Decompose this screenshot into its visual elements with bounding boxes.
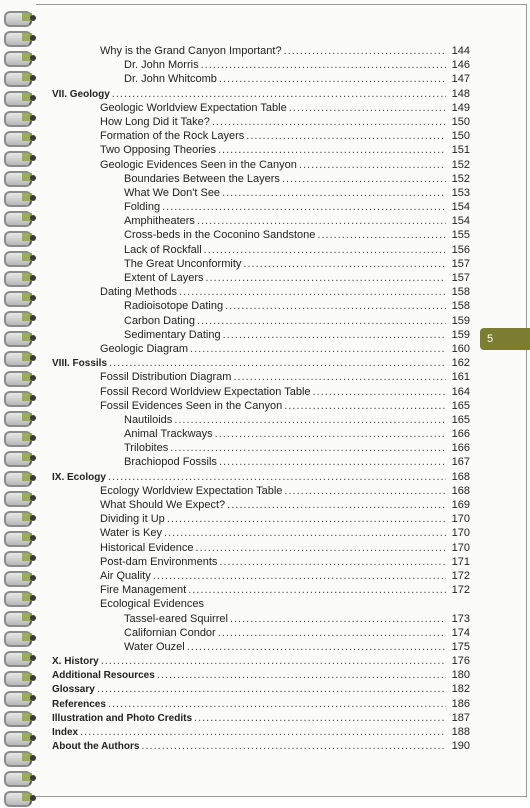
toc-entry-page: 188 [451, 726, 470, 738]
toc-entry [52, 512, 470, 526]
toc-leader-dots [282, 172, 446, 186]
binding-coil [4, 388, 38, 408]
toc-entry [52, 356, 470, 370]
toc-entry [52, 399, 470, 413]
toc-entry-page: 174 [451, 626, 470, 639]
toc-entry [52, 228, 470, 242]
toc-leader-dots [284, 484, 446, 498]
toc-entry-title: Two Opposing Theories [100, 144, 216, 157]
toc-entry-title: Animal Trackways [124, 428, 213, 441]
toc-entry-title: Sedimentary Dating [124, 328, 221, 341]
toc-entry [52, 44, 470, 58]
toc-entry-page: 156 [451, 243, 470, 256]
toc-entry-title: Dr. John Whitcomb [124, 73, 217, 86]
toc-leader-dots [219, 72, 446, 86]
toc-entry [52, 498, 470, 512]
toc-entry-title: VII. Geology [52, 88, 110, 100]
toc-leader-dots [218, 143, 446, 157]
toc-entry-page: 154 [451, 215, 470, 228]
toc-leader-dots [108, 470, 446, 484]
toc-entry-page: 159 [451, 328, 470, 341]
toc-entry-page: 173 [451, 612, 470, 625]
binding-coil [4, 48, 38, 68]
toc-leader-dots [219, 455, 446, 469]
toc-entry-page: 158 [451, 286, 470, 299]
toc-entry [52, 101, 470, 115]
toc-leader-dots [197, 314, 446, 328]
binding-coil [4, 168, 38, 188]
toc-entry-page: 176 [451, 655, 470, 668]
toc-entry-page: 165 [451, 413, 470, 426]
toc-entry-page: 149 [451, 101, 470, 114]
toc-leader-dots [174, 413, 446, 427]
toc-entry-page: 161 [451, 371, 470, 384]
toc-leader-dots [109, 356, 446, 370]
toc-entry [52, 257, 470, 271]
toc-leader-dots [187, 640, 446, 654]
binding-coil [4, 688, 38, 708]
binding-coil [4, 228, 38, 248]
toc-entry [52, 427, 470, 441]
binding-coil [4, 708, 38, 728]
toc-entry-title: Additional Resources [52, 670, 155, 682]
toc-entry [52, 172, 470, 186]
toc-entry [52, 626, 470, 640]
toc-entry [52, 668, 470, 682]
toc-entry-page: 152 [451, 172, 470, 185]
toc-entry [52, 115, 470, 129]
toc-entry-title: Nautiloids [124, 413, 173, 426]
toc-leader-dots [243, 257, 446, 271]
binding-coil [4, 728, 38, 748]
toc-leader-dots [97, 682, 446, 696]
toc-entry [52, 143, 470, 157]
toc-entry-title: Boundaries Between the Layers [124, 172, 280, 185]
binding-coil [4, 668, 38, 688]
toc-leader-dots [223, 328, 446, 342]
toc-entry [52, 328, 470, 342]
toc-leader-dots [162, 200, 446, 214]
toc-entry [52, 314, 470, 328]
binding-coil [4, 788, 38, 808]
toc-entry [52, 385, 470, 399]
binding-coil [4, 108, 38, 128]
toc-leader-dots [225, 299, 446, 313]
toc-entry-title: Water is Key [100, 527, 162, 540]
binding-coil [4, 268, 38, 288]
toc-leader-dots [170, 441, 446, 455]
toc-entry [52, 129, 470, 143]
toc-entry-page: 180 [451, 669, 470, 682]
toc-entry-title: How Long Did it Take? [100, 115, 210, 128]
toc-entry [52, 725, 470, 739]
toc-entry-page: 166 [451, 442, 470, 455]
toc-entry-page: 186 [451, 697, 470, 710]
toc-entry-page: 168 [451, 470, 470, 483]
toc-leader-dots [101, 654, 446, 668]
binding-coil [4, 448, 38, 468]
toc-entry-title: Dating Methods [100, 286, 178, 299]
binding-coil [4, 748, 38, 768]
toc-entry-page: 187 [451, 711, 470, 724]
toc-leader-dots [227, 498, 446, 512]
toc-entry [52, 72, 470, 86]
toc-entry-title: Amphitheaters [124, 215, 195, 228]
toc-entry-page: 150 [451, 130, 470, 143]
toc-entry-title: Post-dam Environments [100, 555, 218, 568]
toc-entry-title: Geologic Evidences Seen in the Canyon [100, 158, 297, 171]
toc-entry [52, 682, 470, 696]
toc-leader-dots [215, 427, 446, 441]
binding-coil [4, 508, 38, 528]
toc-entry-page: 154 [451, 201, 470, 214]
toc-leader-dots [196, 541, 446, 555]
toc-leader-dots [219, 555, 446, 569]
toc-entry-page: 157 [451, 272, 470, 284]
toc-entry-title: Fire Management [100, 584, 187, 597]
toc-entry [52, 200, 470, 214]
chapter-tab-label: 5 [487, 333, 494, 345]
toc-leader-dots [233, 370, 446, 384]
toc-entry [52, 158, 470, 172]
toc-entry-title: Air Quality [100, 569, 151, 582]
toc-entry-title: Glossary [52, 684, 95, 696]
toc-entry-page: 172 [451, 569, 470, 582]
toc-entry-title: Index [52, 727, 79, 738]
toc-leader-dots [141, 739, 446, 753]
toc-entry-page: 190 [451, 740, 470, 753]
toc-entry [52, 526, 470, 540]
binding-coil [4, 468, 38, 488]
binding-coil [4, 348, 38, 368]
binding-coil [4, 528, 38, 548]
binding-coil [4, 308, 38, 328]
toc-leader-dots [246, 129, 446, 143]
binding-coil [4, 488, 38, 508]
toc-entry-page: 167 [451, 456, 470, 469]
toc-entry-title: Fossil Evidences Seen in the Canyon [100, 399, 283, 412]
toc-leader-dots [289, 101, 446, 115]
toc-leader-dots [194, 711, 446, 725]
toc-entry-title: Geologic Diagram [100, 342, 189, 355]
toc-entry-title: Illustration and Photo Credits [52, 712, 193, 724]
toc-leader-dots [190, 342, 446, 356]
binding-coil [4, 28, 38, 48]
toc-entry-page: 171 [451, 555, 470, 568]
toc-entry-title: Extent of Layers [124, 272, 204, 284]
toc-entry [52, 541, 470, 555]
toc-entry [52, 87, 470, 101]
binding-coil [4, 648, 38, 668]
toc-entry-title: The Great Unconformity [124, 257, 242, 270]
binding-coil [4, 208, 38, 228]
toc-entry-page: 151 [451, 144, 470, 157]
toc-leader-dots [179, 285, 446, 299]
binding-coil [4, 188, 38, 208]
toc-entry-title: IX. Ecology [52, 471, 106, 483]
binding-coil [4, 148, 38, 168]
toc-leader-dots [197, 214, 446, 228]
toc-entry-page: 168 [451, 484, 470, 497]
toc-leader-dots [164, 526, 446, 540]
toc-entry-title: Carbon Dating [124, 314, 195, 327]
toc-entry-page: 169 [451, 499, 470, 511]
toc-leader-dots [218, 626, 446, 640]
toc-entry-page: 162 [451, 357, 470, 370]
toc-leader-dots [222, 186, 446, 200]
table-of-contents [52, 44, 470, 753]
toc-entry [52, 455, 470, 469]
toc-entry [52, 739, 470, 753]
binding-coil [4, 68, 38, 88]
binding-coil [4, 768, 38, 788]
toc-entry [52, 271, 470, 285]
toc-entry-title: Radioisotope Dating [124, 300, 224, 313]
toc-entry-page: 158 [451, 300, 470, 313]
toc-entry-page: 182 [451, 683, 470, 696]
binding-coil [4, 588, 38, 608]
toc-entry [52, 186, 470, 200]
toc-entry [52, 370, 470, 384]
toc-leader-dots [188, 583, 446, 597]
toc-entry-title: What Should We Expect? [100, 499, 226, 511]
toc-entry [52, 299, 470, 313]
toc-entry-page: 170 [451, 527, 470, 540]
toc-entry-title: X. History [52, 656, 99, 668]
toc-leader-dots [299, 158, 446, 172]
toc-entry-title: Why is the Grand Canyon Important? [100, 45, 282, 57]
toc-entry-page: 150 [451, 115, 470, 128]
toc-leader-dots [284, 399, 446, 413]
toc-entry-title: What We Don't See [124, 186, 221, 199]
toc-entry [52, 470, 470, 484]
toc-entry [52, 484, 470, 498]
toc-entry-title: Cross-beds in the Coconino Sandstone [124, 229, 316, 242]
toc-entry-page: 170 [451, 513, 470, 526]
toc-entry [52, 342, 470, 356]
toc-entry [52, 640, 470, 654]
toc-entry [52, 285, 470, 299]
binding-coil [4, 608, 38, 628]
toc-entry-title: Tassel-eared Squirrel [124, 612, 228, 625]
toc-entry-title: About the Authors [52, 741, 140, 753]
toc-entry-page: 147 [451, 73, 470, 86]
toc-entry-title: Fossil Record Worldview Expectation Table [100, 385, 311, 398]
binding-coil [4, 288, 38, 308]
chapter-tab [480, 328, 530, 350]
toc-leader-dots [201, 58, 446, 72]
toc-leader-dots [313, 385, 446, 399]
toc-entry-page: 160 [451, 342, 470, 355]
spiral-binding [0, 0, 40, 800]
toc-entry [52, 569, 470, 583]
binding-coil [4, 88, 38, 108]
binding-coil [4, 568, 38, 588]
toc-entry-title: Water Ouzel [124, 640, 185, 653]
toc-leader-dots [204, 243, 446, 257]
toc-entry-title: Fossil Distribution Diagram [100, 371, 232, 384]
toc-entry-title: Folding [124, 201, 161, 214]
toc-entry-page: 164 [451, 385, 470, 398]
toc-entry-title: Historical Evidence [100, 541, 194, 554]
toc-entry [52, 243, 470, 257]
toc-entry [52, 597, 470, 611]
toc-entry-page: 144 [451, 45, 470, 57]
toc-leader-dots [167, 512, 446, 526]
binding-coil [4, 8, 38, 28]
toc-entry-title: VIII. Fossils [52, 358, 108, 370]
toc-entry-page: 155 [451, 229, 470, 242]
toc-leader-dots [212, 115, 446, 129]
toc-entry-page: 148 [451, 87, 470, 100]
toc-entry [52, 654, 470, 668]
toc-entry-page: 165 [451, 399, 470, 412]
toc-entry-title: Dr. John Morris [124, 59, 199, 72]
toc-entry-title: Brachiopod Fossils [124, 456, 217, 469]
toc-entry-title: Ecology Worldview Expectation Table [100, 484, 283, 497]
toc-entry [52, 413, 470, 427]
toc-leader-dots [317, 228, 446, 242]
toc-entry-page: 159 [451, 314, 470, 327]
toc-entry-title: Geologic Worldview Expectation Table [100, 101, 287, 114]
toc-entry [52, 214, 470, 228]
binding-coil [4, 328, 38, 348]
toc-leader-dots [153, 569, 446, 583]
toc-entry-title: Dividing it Up [100, 513, 165, 526]
toc-leader-dots [284, 44, 446, 58]
binding-coil [4, 128, 38, 148]
toc-leader-dots [80, 725, 446, 739]
toc-entry [52, 58, 470, 72]
toc-entry [52, 711, 470, 725]
toc-entry-page: 152 [451, 158, 470, 171]
binding-coil [4, 628, 38, 648]
binding-coil [4, 368, 38, 388]
toc-leader-dots [157, 668, 446, 682]
binding-coil [4, 428, 38, 448]
toc-entry-title: Trilobites [124, 442, 169, 455]
toc-entry-page: 157 [451, 257, 470, 270]
toc-entry [52, 612, 470, 626]
toc-entry-title: Lack of Rockfall [124, 243, 202, 256]
toc-entry [52, 555, 470, 569]
toc-entry-page: 175 [451, 640, 470, 653]
toc-entry-title: Formation of the Rock Layers [100, 130, 245, 143]
toc-entry-title: References [52, 698, 106, 710]
toc-entry [52, 697, 470, 711]
toc-leader-dots [108, 697, 446, 711]
toc-entry-page: 172 [451, 584, 470, 597]
toc-entry-page: 146 [451, 59, 470, 72]
toc-leader-dots [206, 271, 447, 285]
binding-coil [4, 548, 38, 568]
toc-entry [52, 441, 470, 455]
toc-entry-page: 166 [451, 428, 470, 441]
toc-entry [52, 583, 470, 597]
toc-entry-title: Californian Condor [124, 626, 216, 639]
toc-entry-page: 153 [451, 186, 470, 199]
toc-entry-title: Ecological Evidences [100, 598, 204, 611]
toc-entry-page: 170 [451, 541, 470, 554]
toc-leader-dots [112, 87, 446, 101]
binding-coil [4, 408, 38, 428]
binding-coil [4, 248, 38, 268]
toc-leader-dots [230, 612, 446, 626]
